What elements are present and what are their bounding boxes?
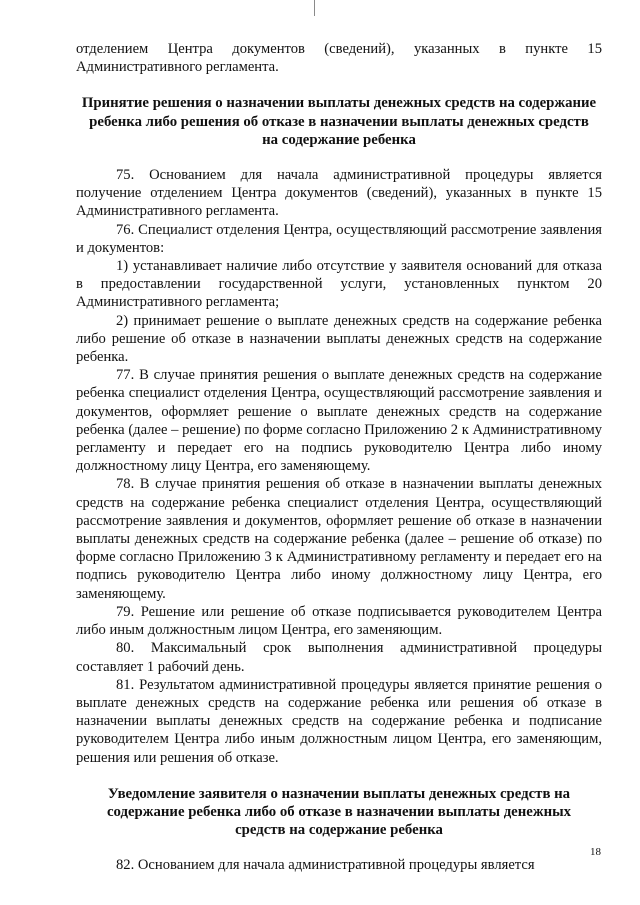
paragraph-77: 77. В случае принятия решения о выплате денежных средств на содержание ребенка специалист отделения Центра, осуществляющий рассмотрение заявления и документов, оформляет решение о выплате денежных средств на содержание ребенка (далее – решение) по форме согласно Приложению 2 к Административному регламенту и передает его на подпись руководителю Центра либо иному должностному лицу Центра, его заменяющему. xyxy=(76,367,602,475)
spacer xyxy=(76,149,602,166)
paragraph-75: 75. Основанием для начала административной процедуры является получение отделением Центра документов (сведений), указанных в пункте 15 Административного регламента. xyxy=(76,167,602,220)
section-heading-notification: Уведомление заявителя о назначении выплаты денежных средств на содержание ребенка либо об отказе в назначении выплаты денежных средств на содержание ребенка xyxy=(106,785,572,839)
section-heading-decision: Принятие решения о назначении выплаты денежных средств на содержание ребенка либо решения об отказе в назначении выплаты денежных средств на содержание ребенка xyxy=(81,95,597,148)
page-number: 18 xyxy=(590,846,601,858)
scan-mark xyxy=(314,0,315,16)
paragraph-81: 81. Результатом административной процедуры является принятие решения о выплате денежных средств на содержание ребенка или решения об отказе в назначении выплаты денежных средств на содержание ребенка и подписание руководителем Центра либо иным должностным лицом Центра, его заменяющим, решения или решения об отказе. xyxy=(76,676,602,766)
paragraph-76-item-2: 2) принимает решение о выплате денежных средств на содержание ребенка либо решение об отказе в назначении выплаты денежных средств на содержание ребенка. xyxy=(76,312,602,366)
document-body xyxy=(76,40,602,875)
paragraph-79: 79. Решение или решение об отказе подписывается руководителем Центра либо иным должностным лицом Центра, его заменяющим. xyxy=(76,603,602,639)
paragraph-82: 82. Основанием для начала административной процедуры является xyxy=(116,857,535,874)
paragraph-76: 76. Специалист отделения Центра, осуществляющий рассмотрение заявления и документов: xyxy=(76,221,602,256)
spacer xyxy=(76,839,602,856)
spacer xyxy=(76,76,602,94)
intro-paragraph: отделением Центра документов (сведений), указанных в пункте 15 Административного регламента. xyxy=(76,41,602,76)
paragraph-80: 80. Максимальный срок выполнения административной процедуры составляет 1 рабочий день. xyxy=(76,640,602,675)
paragraph-78: 78. В случае принятия решения об отказе в назначении выплаты денежных средств на содержание ребенка специалист отделения Центра, осуществляющий рассмотрение заявления и документов, оформляет решение об отказе в назначении выплаты денежных средств на содержание ребенка (далее – решение об отказе) по форме согласно Приложению 3 к Административному регламенту и передает его на подпись руководителю Центра либо иному должностному лицу Центра, его заменяющему. xyxy=(76,476,602,602)
paragraph-76-item-1: 1) устанавливает наличие либо отсутствие у заявителя оснований для отказа в предоставлении государственной услуги, установленных пунктом 20 Административного регламента; xyxy=(76,258,602,311)
spacer xyxy=(76,767,602,785)
